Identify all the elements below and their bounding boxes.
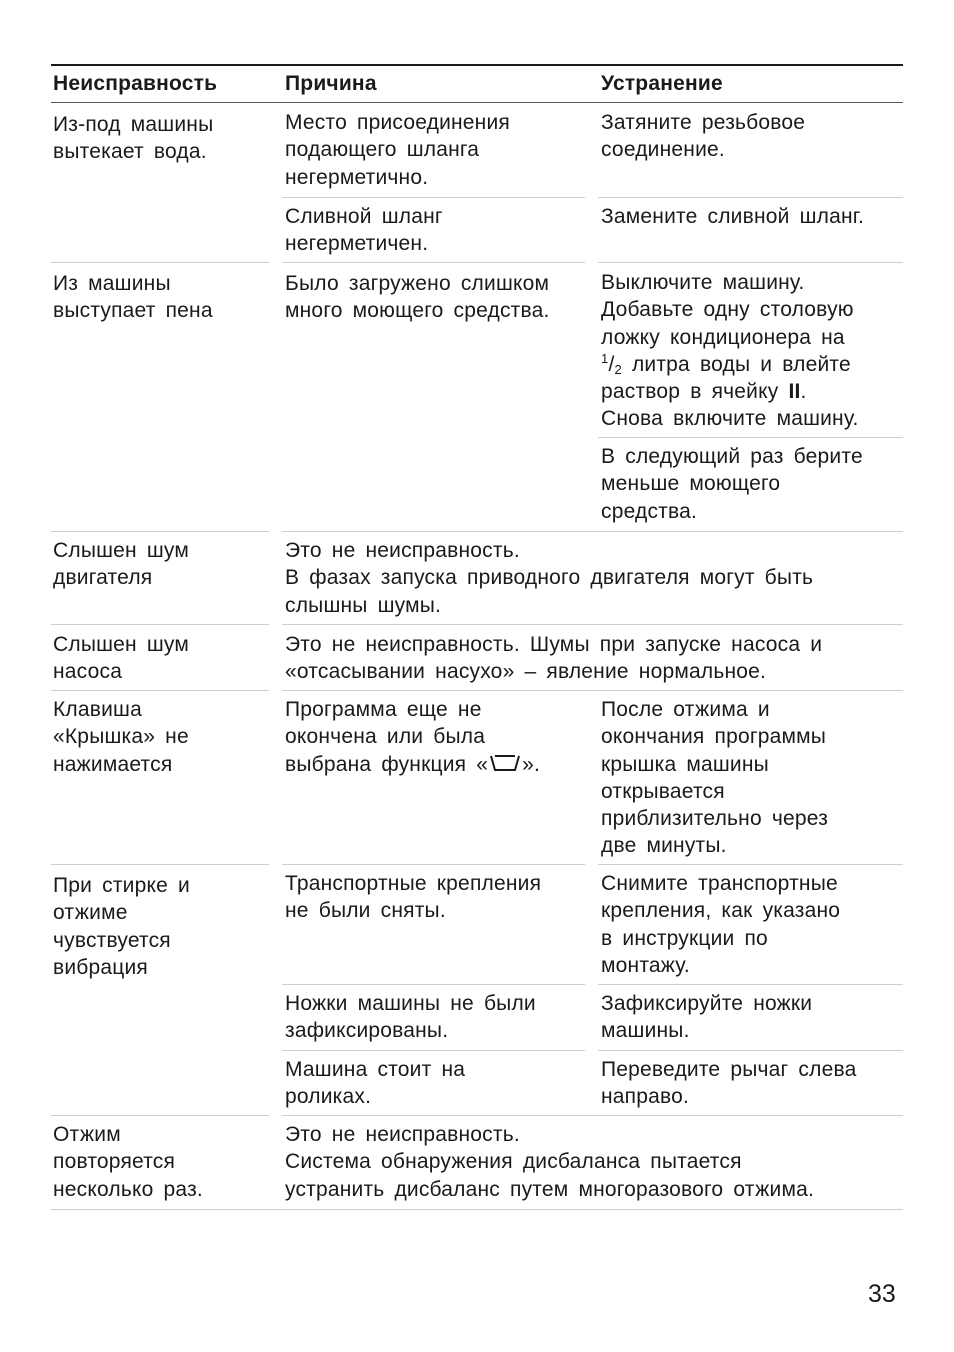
row-separator xyxy=(51,690,269,691)
row-separator xyxy=(51,624,269,625)
row-separator xyxy=(51,262,269,263)
row-separator xyxy=(598,984,903,985)
row-spin-repeat-fault: Отжим повторяется несколько раз. xyxy=(53,1123,203,1201)
row-leak-cause-2: Сливной шланг негерметичен. xyxy=(285,205,443,256)
row-pump-noise-fault: Слышен шум насоса xyxy=(53,633,190,684)
header-rule xyxy=(51,102,903,103)
row-pump-noise-explanation: Это не неисправность. Шумы при запуске насоса и «отсасывании насухо» – явление нормальное. xyxy=(285,633,823,684)
row-foam-remedy-2: В следующий раз берите меньше моющего средства. xyxy=(601,445,863,523)
row-separator xyxy=(282,984,585,985)
row-leak-cause-1: Место присоединения подающего шланга негерметично. xyxy=(285,111,510,189)
row-motor-noise-explanation: Это не неисправность. В фазах запуска приводного двигателя могут быть слышны шумы. xyxy=(285,539,814,617)
row-lid-remedy: После отжима и окончания программы крышка машины открывается приблизительно через две минуты. xyxy=(601,698,829,858)
row-separator xyxy=(51,531,269,532)
row-separator xyxy=(282,531,903,532)
row-separator xyxy=(282,262,585,263)
row-foam-cause: Было загружено слишком много моющего средства. xyxy=(285,272,550,323)
row-foam-remedy-1: Выключите машину. Добавьте одну столовую ложку кондиционера на $^1/_2$ литра воды и влейте раствор в ячейку II. Снова включите машину. xyxy=(601,269,901,433)
header-remedy: Устранение xyxy=(601,72,723,95)
row-leak-remedy-2: Замените сливной шланг. xyxy=(601,205,865,228)
row-spin-repeat-explanation: Это не неисправность. Система обнаружения дисбаланса пытается устранить дисбаланс путем многоразового отжима. xyxy=(285,1123,814,1201)
row-separator xyxy=(598,864,903,865)
header-cause: Причина xyxy=(285,72,377,95)
row-separator xyxy=(598,197,903,198)
row-separator xyxy=(282,1115,903,1116)
table-top-rule xyxy=(51,64,903,66)
row-separator xyxy=(598,262,903,263)
page-number: 33 xyxy=(868,1280,896,1308)
row-separator xyxy=(282,624,903,625)
row-vibration-fault: При стирке и отжиме чувствуется вибрация xyxy=(53,874,190,979)
row-separator xyxy=(282,1050,585,1051)
row-vibration-cause-2: Ножки машины не были зафиксированы. xyxy=(285,992,536,1043)
row-vibration-cause-1: Транспортные крепления не были сняты. xyxy=(285,872,542,923)
fraction-line: $^1/_2$ литра воды и влейте xyxy=(601,350,851,377)
row-leak-remedy-1: Затяните резьбовое соединение. xyxy=(601,111,806,162)
row-vibration-remedy-2: Зафиксируйте ножки машины. xyxy=(601,992,813,1043)
row-separator xyxy=(51,1115,269,1116)
row-foam-fault: Из машины выступает пена xyxy=(53,272,213,323)
row-motor-noise-fault: Слышен шум двигателя xyxy=(53,539,190,590)
row-separator xyxy=(598,1050,903,1051)
row-separator xyxy=(282,197,585,198)
row-separator xyxy=(282,690,903,691)
rinse-hold-tub-icon xyxy=(489,753,521,773)
compartment-line: раствор в ячейку II. xyxy=(601,380,807,404)
row-separator xyxy=(598,437,903,438)
row-separator xyxy=(282,864,585,865)
table-bottom-rule xyxy=(51,1209,903,1210)
row-lid-cause: Программа еще не окончена или была выбрана функция « ». xyxy=(285,698,541,776)
row-leak-fault: Из-под машины вытекает вода. xyxy=(53,113,214,164)
compartment-number: II xyxy=(788,380,801,404)
row-vibration-cause-3: Машина стоит на роликах. xyxy=(285,1058,466,1109)
row-vibration-remedy-3: Переведите рычаг слева направо. xyxy=(601,1058,857,1109)
row-lid-fault: Клавиша «Крышка» не нажимается xyxy=(53,698,189,776)
row-separator xyxy=(51,864,269,865)
header-fault: Неисправность xyxy=(53,72,218,95)
row-vibration-remedy-1: Снимите транспортные крепления, как указано в инструкции по монтажу. xyxy=(601,872,841,977)
